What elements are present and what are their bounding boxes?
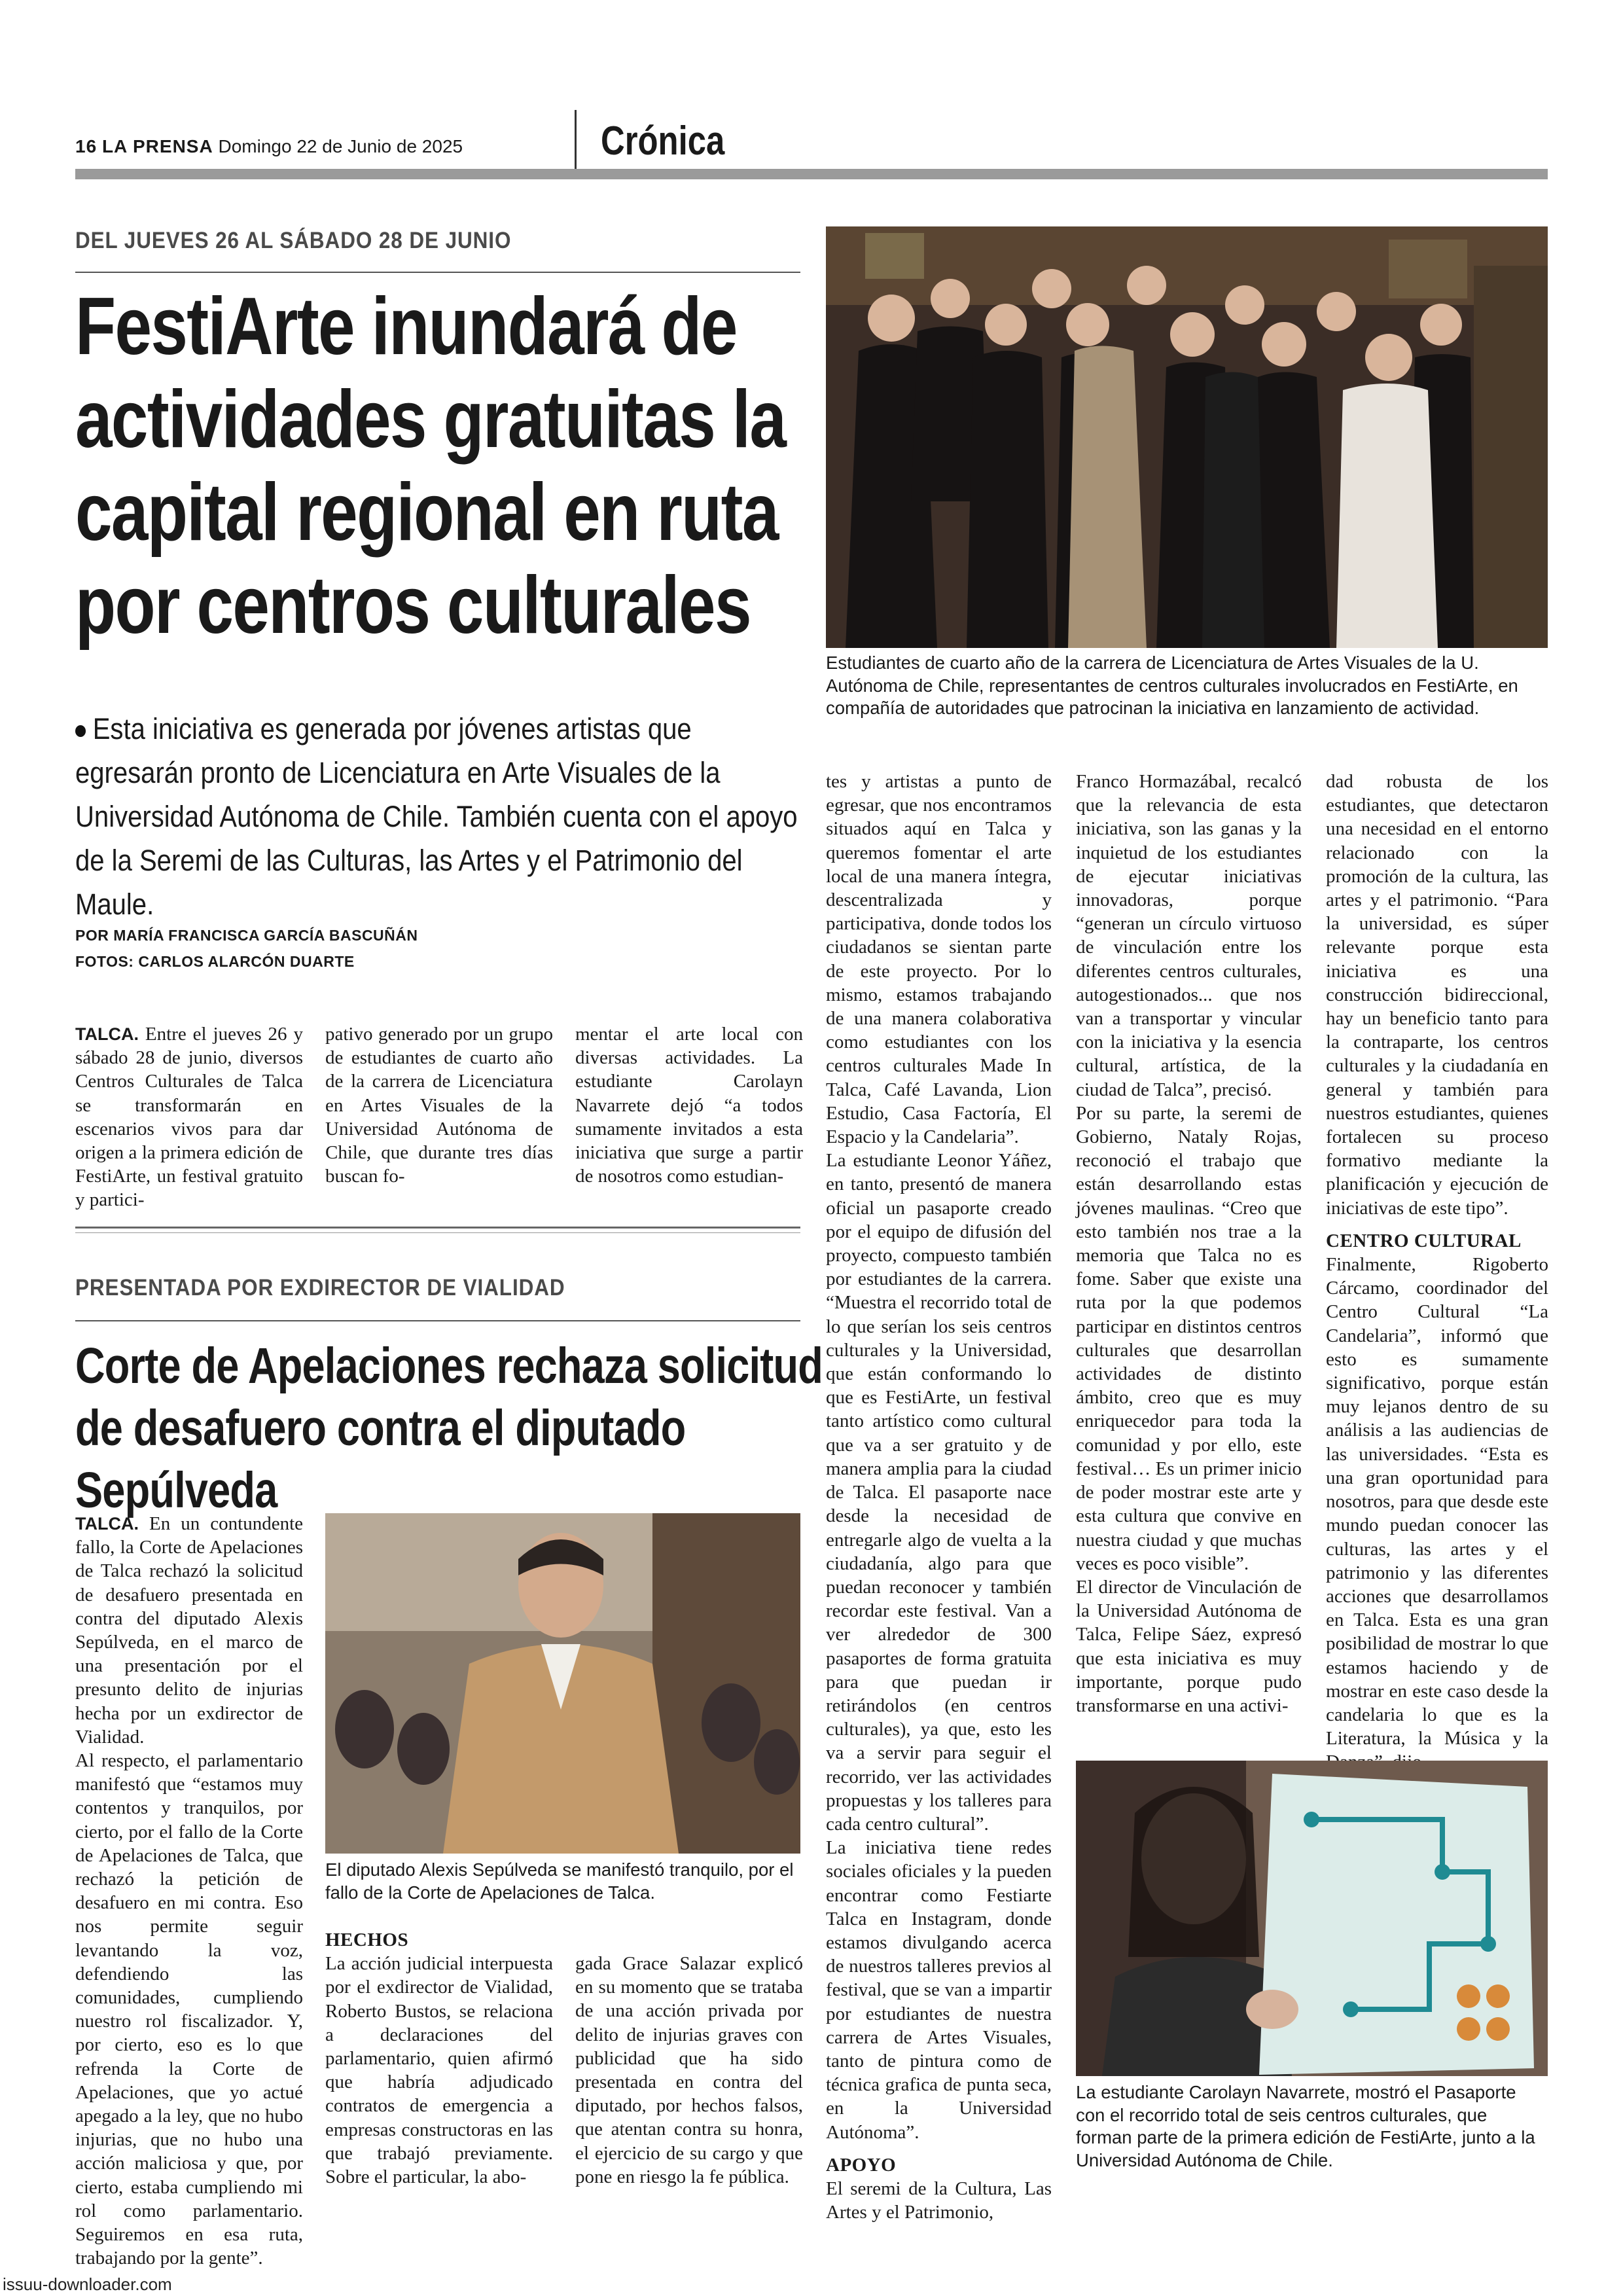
story2-column-3 (575, 1952, 803, 2189)
footer-watermark: issuu-downloader.com (3, 2274, 172, 2294)
column-text: La acción judicial interpuesta por el exdirector de Vialidad, Roberto Bustos, se relaciona a declaraciones del parlamentario, quien afirmó que habría adjudicado contratos de emergencia a empresas constructoras en las que trabajó previamente. Sobre el particular, la abo- (325, 1953, 553, 2188)
story1-column-6 (1326, 770, 1548, 1774)
lead-text: Esta iniciativa es generada por jóvenes artistas que egresarán pronto de Licenciatura en Arte Visuales de la Universidad Autónoma de Chile. También cuenta con el apoyo de la Seremi de las Culturas, las Artes y el Patrimonio del Maule. (75, 712, 798, 921)
kicker-rule (75, 1320, 800, 1321)
column-text: La estudiante Leonor Yáñez, en tanto, presentó de manera oficial un pasaporte creado por el equipo de difusión del proyecto, compuesto también por estudiantes de la carrera. “Muestra el recorrido total de lo que serían los seis centros culturales y la Universidad, que están conformando lo que es FestiArte, un festival tanto artístico como cultural que va a ser gratuito y de manera amplia para la ciudad de Talca. El pasaporte nace desde la necesidad de entregarle algo de vuelta a la ciudadanía, algo para que puedan reconocer y también recordar este festival. Van a ver alrededor de 300 pasaportes de forma gratuita para que puedan ir retirándolos (en centros culturales), ya que, esto les va a servir para seguir el recorrido, ver las actividades propuestas y los talleres para cada centro cultural”. (826, 1150, 1052, 1835)
story2-kicker: PRESENTADA POR EXDIRECTOR DE VIALIDAD (75, 1275, 565, 1300)
subhead-apoyo: APOYO (826, 2154, 897, 2176)
dateline: TALCA. (75, 1024, 139, 1044)
byline-author: POR MARÍA FRANCISCA GARCÍA BASCUÑÁN (75, 927, 418, 944)
story2-column-1 (75, 1512, 303, 2270)
story2-headline: Corte de Apelaciones rechaza solicitud de desafuero contra el diputado Sepúlveda (75, 1338, 823, 1518)
column-text: Al respecto, el parlamentario manifestó que “estamos muy contentos y tranquilos, por cierto, por el fallo de la Corte de Apelaciones de Talca, que rechazó la petición de desafuero en mi contra. Eso nos permite seguir levantando la voz, defendiendo las comunidades, cumpliendo nuestro rol fiscalizador. Y, por cierto, eso es lo que refrenda la Corte de Apelaciones, que yo actué apegado a la ley, que no hubo injurias, que no hubo una acción maliciosa y que, por cierto, estaba cumpliendo mi rol como parlamentario. Seguiremos en esa ruta, trabajando por la gente”. (75, 1750, 303, 2269)
passport-photo (1076, 1761, 1548, 2076)
story1-headline: FestiArte inundará de actividades gratuitas la capital regional en ruta por centros culturales (75, 281, 786, 651)
header-divider (575, 110, 577, 170)
kicker-rule (75, 272, 800, 273)
column-text: Franco Hormazábal, recalcó que la relevancia de esta iniciativa, son las ganas y la inquietud de los estudiantes de ejecutar iniciativas innovadoras, porque “generan un círculo virtuoso de vinculación entre los diferentes centros culturales, autogestionados... que nos van a transportar y vincular con la iniciativa y la esencia cultural, artística, de la ciudad de Talca”, precisó. (1076, 771, 1302, 1100)
column-text: mentar el arte local con diversas actividades. La estudiante Carolayn Navarrete dejó “a todos sumamente invitados a esta iniciativa que surge a partir de nosotros como estudian- (575, 1024, 803, 1187)
column-text: gada Grace Salazar explicó en su momento que se trataba de una acción privada por delito de injurias graves con publicidad que ha sido presentada en contra del diputado, por hechos falsos, que atentan contra su honra, el ejercicio de su cargo y que pone en riesgo la fe pública. (575, 1953, 803, 2187)
column-text: El seremi de la Cultura, Las Artes y el Patrimonio, (826, 2178, 1052, 2223)
header-rule (75, 169, 1548, 179)
column-text: El director de Vinculación de la Universidad Autónoma de Talca, Felipe Sáez, expresó que esta iniciativa es muy importante, porque pudo transformarse en una activi- (1076, 1576, 1302, 1716)
story1-lead (75, 707, 804, 926)
photo3-caption: La estudiante Carolayn Navarrete, mostró el Pasaporte con el recorrido total de seis centros culturales, que forman parte de la primera edición de FestiArte, junto a la Universidad Autónoma de Chile. (1076, 2082, 1535, 2170)
story1-column-3 (575, 1022, 803, 1188)
issue-date: Domingo 22 de Junio de 2025 (218, 136, 463, 156)
deputy-photo (325, 1513, 800, 1854)
subhead-hechos: HECHOS (325, 1929, 409, 1950)
column-text: Entre el jueves 26 y sábado 28 de junio, diversos Centros Culturales de Talca se transformarán en escenarios vivos para dar origen a la primera edición de FestiArte, un festival gratuito y partici- (75, 1024, 303, 1211)
photo2-caption: El diputado Alexis Sepúlveda se manifestó tranquilo, por el fallo de la Corte de Apelaciones de Talca. (325, 1859, 794, 1903)
column-text: La iniciativa tiene redes sociales oficiales y la pueden encontrar como Festiarte Talca en Instagram, donde estamos divulgando acerca de nuestros talleres previos al festival, que se van a impartir por estudiantes de nuestra carrera de Artes Visuales, tanto de pintura como de técnica grafica de punta seca, en la Universidad Autónoma”. (826, 1837, 1052, 2143)
column-text: pativo generado por un grupo de estudiantes de cuarto año de la carrera de Licenciatura en Artes Visuales de la Universidad Autónoma de Chile, que durante tres días buscan fo- (325, 1024, 553, 1187)
column-text: En un contundente fallo, la Corte de Apelaciones de Talca rechazó la solicitud de desafuero presentada en contra del diputado Alexis Sepúlveda, en el marco de una presentación por el presunto delito de injurias hecha por un exdirector de Vialidad. (75, 1513, 304, 1748)
page-number: 16 (75, 136, 98, 156)
story-separator (75, 1227, 800, 1229)
story1-kicker: DEL JUEVES 26 AL SÁBADO 28 DE JUNIO (75, 228, 512, 253)
bullet-icon (75, 725, 86, 737)
column-text: Por su parte, la seremi de Gobierno, Nataly Rojas, reconoció el trabajo que están desarrollando estas jóvenes maulinas. “Creo que esto también nos trae a la memoria que Talca no es fome. Saber que existe una ruta por la que podemos participar en distintos centros culturales que desarrollan actividades de distinto ámbito, creo que es muy enriquecedor para toda la comunidad y por ello, este festival… Es un primer inicio de poder mostrar este arte y esta cultura que convive en nuestra ciudad y que muchas veces es poco visible”. (1076, 1102, 1302, 1574)
subhead-centro-cultural: CENTRO CULTURAL (1326, 1230, 1522, 1251)
column-text: tes y artistas a punto de egresar, que nos encontramos situados aquí en Talca y queremos fomentar el arte local de una manera íntegra, descentralizada y participativa, donde todos los ciudadanos se sientan parte de este proyecto. Por lo mismo, estamos trabajando de una manera colaborativa como estudiantes con los centros culturales Made In Talca, Café Lavanda, Lion Estudio, Casa Factoría, El Espacio y la Candelaria”. (826, 771, 1052, 1148)
page-header (75, 136, 463, 157)
story1-column-1 (75, 1022, 303, 1212)
section-title: Crónica (601, 118, 725, 164)
story1-column-2 (325, 1022, 553, 1188)
column-text: dad robusta de los estudiantes, que detectaron una necesidad en el entorno relacionado con la promoción de la cultura, las artes y el patrimonio. “Para la universidad, es súper relevante porque esta iniciativa es una construcción bidireccional, hay un beneficio tanto para la contraparte, los centros culturales y la ciudadanía en general y también para nuestros estudiantes, quienes fortalecen su proceso formativo mediante la planificación y ejecución de iniciativas de este tipo”. (1326, 771, 1548, 1219)
story2-column-2 (325, 1928, 553, 2189)
group-photo (826, 226, 1548, 648)
photo1-caption: Estudiantes de cuarto año de la carrera de Licenciatura de Artes Visuales de la U. Autónoma de Chile, representantes de centros culturales involucrados en FestiArte, en compañía de autoridades que patrocinan la iniciativa en lanzamiento de actividad. (826, 653, 1518, 718)
story1-column-4 (826, 770, 1052, 2224)
dateline: TALCA. (75, 1514, 139, 1534)
column-text: Finalmente, Rigoberto Cárcamo, coordinador del Centro Cultural “La Candelaria”, informó que esto es sumamente significativo, porque están muy lejanos dentro de su análisis a las audiencias de las universidades. “Esta es una gran oportunidad para nosotros, para que desde este mundo puedan conocer las culturas, las artes y el patrimonio y las diferentes acciones que desarrollamos en Talca. Esta es una gran posibilidad de mostrar lo que estamos haciendo y de mostrar en este caso desde la candelaria lo que es la Literatura, la Música y la (1326, 1254, 1548, 1749)
byline-photos: FOTOS: CARLOS ALARCÓN DUARTE (75, 953, 355, 970)
story1-column-5 (1076, 770, 1302, 1717)
newspaper-name: LA PRENSA (101, 136, 213, 156)
story-separator-thin (75, 1232, 800, 1233)
